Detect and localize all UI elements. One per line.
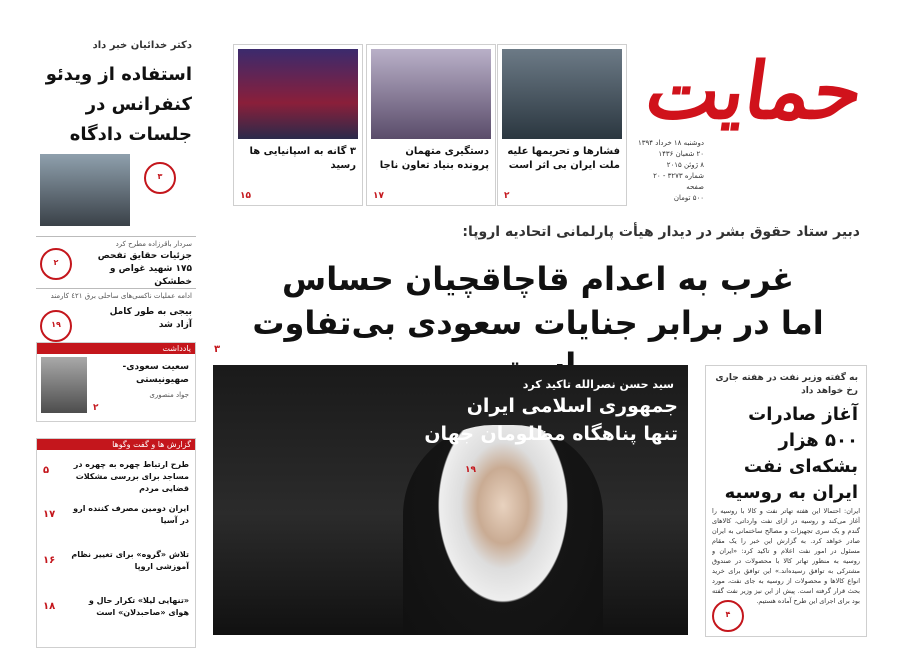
report-page: ۱۷ [43,509,56,520]
oil-body: ایران: احتمالا این هفته تهاتر نفت و کالا با روسیه را آغاز می‌کند و روسیه در ازای نفت وارداتی، کالاهای گندم و یک سری تجهیزات و مصالح ساختمانی به ایران صادر خواهد کرد. به گزارش این خبر را یک مقام مسئول در امور نفت اعلام و تاکید کرد: «ایران و روسیه به منظور تهاتر کالا با محصولات در صندوق مشترکی به توافق رسیده‌اند.» این توافق برای خرید انواع کالاها و محصولات از روسیه به جای نفت، مورد بحث قرار گرفته است. پیش از این نیز وزیر نفت گفته بود برای اجرای این طرح آماده هستیم. [712,507,860,605]
logo-text: حمایت [640,46,869,137]
teaser-page: ۱۷ [373,191,384,201]
teaser-caption: دستگیری متهمان پرونده بنیاد تعاون ناجا [379,146,489,171]
report-page: ۱۸ [43,601,56,612]
note-page: ۲ [93,403,99,413]
teaser-page: ۱۵ [240,191,251,201]
headline-page: ۳ [214,344,221,355]
author-photo [41,357,87,413]
teaser-photo [371,49,491,139]
left-column [36,30,196,650]
date-persian: دوشنبه ۱۸ خرداد ۱۳۹۴ [638,139,704,147]
main-headline-line1[interactable]: غرب به اعدام قاچاقچیان حساس [282,260,794,298]
photo-caption-line1: جمهوری اسلامی ایران [466,395,678,417]
teaser-caption: ۳ گانه به اسپانیایی ها رسید [249,146,356,171]
photo-kicker: سید حسن نصرالله تاکید کرد [522,378,674,391]
issue-number: شماره ۳۲۷۳ - ۲۰ صفحه [653,172,704,191]
date-hijri: ۲۰ شعبان ۱۴۳۶ [658,150,704,158]
report-page: ۱۶ [43,555,56,566]
page-badge[interactable]: ۳ [144,162,176,194]
speaker-figure [403,425,603,635]
item2-kicker: سردار باقرزاده مطرح کرد [115,240,192,248]
teaser-photo [238,49,358,139]
speaker-photo [40,154,130,226]
report-page: ۵ [43,465,50,476]
teaser-caption: فشارها و تحریمها علیه ملت ایران بی اثر است [507,146,620,171]
note-label: یادداشت [37,343,195,354]
dateline [634,138,704,204]
oil-export-box[interactable] [705,365,867,637]
teaser-barcelona[interactable] [233,44,363,206]
teaser-page: ۲ [504,191,510,201]
item3-text[interactable]: بیجی به طور کامل آزاد شد [109,307,192,330]
teaser-police[interactable] [366,44,496,206]
report-item[interactable]: طرح ارتباط چهره به چهره در مساجد برای بررسی مشکلات قضایی مردم [73,460,189,493]
report-item[interactable]: ایران دومین مصرف کننده ارو در آسیا [73,504,189,525]
report-item[interactable]: تلاش «گروه» برای تغییر نظام آموزشی اروپا [71,550,189,571]
top-author: دکتر خدائیان خبر داد [92,40,192,51]
photo-caption-line2: تنها پناهگاه مظلومان جهان [424,423,678,445]
main-photo[interactable] [213,365,688,635]
page-badge[interactable]: ۴ [712,600,744,632]
reports-box [36,438,196,648]
oil-kicker: به گفته وزیر نفت در هفته جاری رخ خواهد داد [715,373,858,396]
item2-text[interactable]: جزئیات حقایق تفحص ۱۷۵ شهید غواص و خطشکن [97,251,192,287]
teaser-photo [502,49,622,139]
note-author: جواد منصوری [149,391,189,399]
price: ۵۰۰ تومان [673,194,704,202]
note-title: سعیت سعودی-صهیونیستی [122,362,189,385]
report-item[interactable]: «تنهایی لیلا» تکرار حال و هوای «صاحبدلان» است [88,596,189,617]
photo-page: ۱۹ [465,465,476,475]
note-box[interactable] [36,342,196,422]
reports-label: گزارش ها و گفت وگوها [37,439,195,450]
page-badge[interactable]: ۱۹ [40,310,72,342]
oil-headline[interactable]: آغاز صادرات ۵۰۰ هزار بشکه‌ای نفت ایران به روسیه [724,404,858,503]
top-headline[interactable]: استفاده از ویدئو کنفرانس در جلسات دادگاه [45,64,192,145]
main-kicker: دبیر ستاد حقوق بشر در دیدار هیأت پارلمانی اتحادیه اروپا: [462,224,860,240]
teaser-zarif[interactable] [497,44,627,206]
item3-kicker: ادامه عملیات ناکسی‌های ساحلی برق ٤۲۱ کارمند [50,292,192,300]
date-gregorian: ۸ ژوئن ۲۰۱۵ [666,161,704,169]
page-badge[interactable]: ۲ [40,248,72,280]
main-headline-line2[interactable]: اما در برابر جنایات سعودی بی‌تفاوت [252,304,824,342]
